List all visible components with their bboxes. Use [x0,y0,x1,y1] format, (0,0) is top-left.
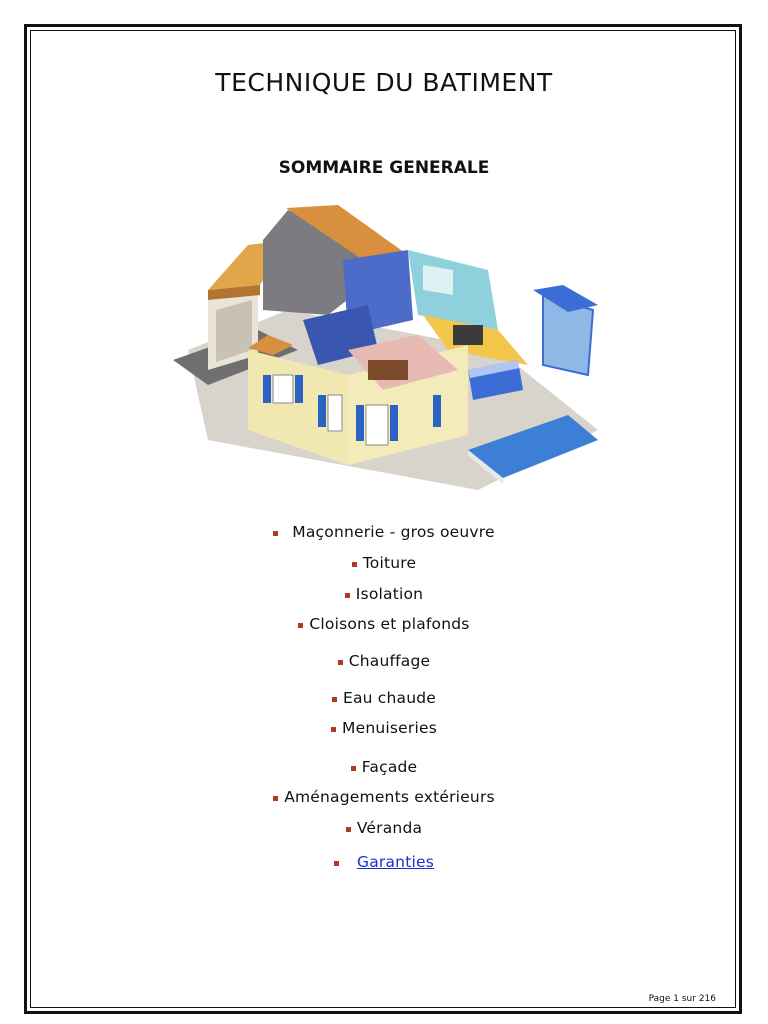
toc-item-menuiseries[interactable] [0,719,768,737]
toc-item-label: Maçonnerie - gros oeuvre [292,523,495,541]
bullet-icon [345,593,350,598]
bullet-icon [298,623,303,628]
toc-item-label: Eau chaude [342,689,437,707]
bullet-icon [346,827,351,832]
toc-item-label: Chauffage [348,652,431,670]
toc-item-isolation[interactable] [0,585,768,603]
garanties-link[interactable]: Garanties [357,853,434,871]
toc-item-label: Véranda [356,819,423,837]
toc-item-maconnerie[interactable] [0,523,768,541]
bullet-icon [338,660,343,665]
toc-item-facade[interactable] [0,758,768,776]
toc-item-label: Menuiseries [342,719,437,737]
toc-item-label: Cloisons et plafonds [309,615,470,633]
bullet-icon [351,766,356,771]
house-cutaway-illustration [168,200,600,500]
bullet-icon [332,697,337,702]
toc-item-eau-chaude[interactable] [0,689,768,707]
toc-item-toiture[interactable] [0,554,768,572]
page-number-footer: Page 1 sur 216 [648,994,716,1004]
toc-item-label: Aménagements extérieurs [284,788,495,806]
toc-item-chauffage[interactable] [0,652,768,670]
bullet-icon [334,861,339,866]
toc-item-label: Toiture [362,554,417,572]
bullet-icon [273,796,278,801]
toc-item-label: Isolation [355,585,424,603]
bullet-icon [273,531,278,536]
toc-item-cloisons[interactable] [0,615,768,633]
bullet-icon [331,727,336,732]
document-title: TECHNIQUE DU BATIMENT [215,68,553,97]
toc-item-veranda[interactable] [0,819,768,837]
toc-item-garanties[interactable] [0,853,768,871]
toc-item-amenagements[interactable] [0,788,768,806]
toc-item-label: Façade [361,758,418,776]
document-subtitle: SOMMAIRE GENERALE [278,158,490,178]
bullet-icon [352,562,357,567]
